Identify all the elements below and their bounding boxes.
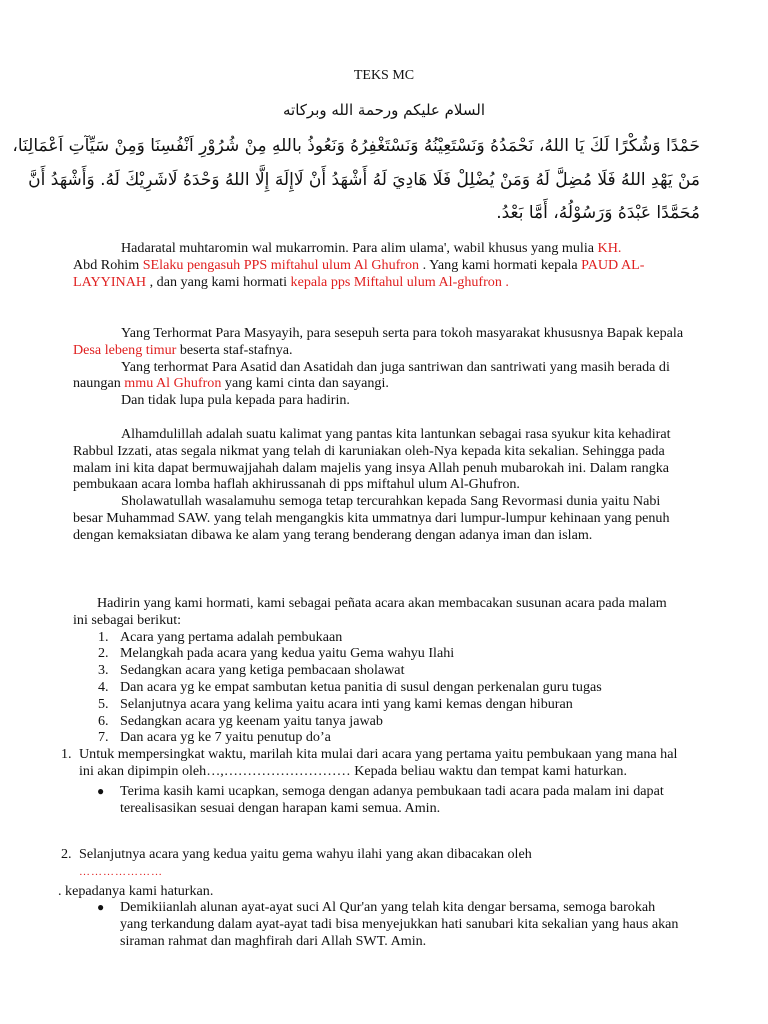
section-1-bullet-text: Terima kasih kami ucapkan, semoga dengan adanya pembukaan tadi acara pada malam ini dapat terealisasikan sesuai dengan harapan kami semua. Amin. xyxy=(120,782,664,816)
respect-section xyxy=(73,325,685,409)
salam-greeting: السلام عليكم ورحمة الله وبركاته xyxy=(283,101,485,119)
section-2-after: . kepadanya kami haturkan. xyxy=(58,882,214,899)
pengasuh-text: SElaku pengasuh PPS miftahul ulum Al Ghufron xyxy=(142,256,420,273)
p3-text-a: Yang terhormat Para Asatid dan Asatidah dan juga santriwan dan santriwati yang masih berada di naungan xyxy=(73,358,670,392)
p1-text-d: , dan yang kami hormati xyxy=(146,273,291,290)
bullet-icon: ● xyxy=(97,900,105,915)
kh-title: KH. xyxy=(597,240,622,256)
section-1-bullet xyxy=(73,783,685,817)
section-1 xyxy=(61,746,685,780)
section-2-head xyxy=(61,846,685,881)
p3-text-b: yang kami cinta dan sayangi. xyxy=(221,375,389,392)
section-1-number: 1. xyxy=(61,746,72,763)
desa-name: Desa lebeng timur xyxy=(73,341,177,358)
section-2-number: 2. xyxy=(61,846,72,862)
arabic-line-2: مَنْ يَهْدِ اللهُ فَلَا مُضِلَّ لَهُ وَمَنْ يُضْلِلْ فَلَا هَادِيَ لَهُ أَشْهَدُ أَنْ لَاإِلَهَ إِلَّا اللهُ وَحْدَهُ لَاشَرِيْكَ لَهُ. وَأَشْهَدُ أَنَّ xyxy=(28,170,700,190)
p1-text-b: Abd Rohim xyxy=(73,256,143,273)
section-2-text: Selanjutnya acara yang kedua yaitu gema wahyu ilahi yang akan dibacakan oleh xyxy=(79,846,532,862)
document-title: TEKS MC xyxy=(353,68,415,83)
agenda-item: 1. Acara yang pertama adalah pembukaan xyxy=(98,628,343,645)
section-2 xyxy=(58,846,685,950)
bullet-icon: ● xyxy=(97,783,105,798)
p4-text: Dan tidak lupa pula kepada para hadirin. xyxy=(121,392,350,409)
kepala-pps-text: kepala pps Miftahul ulum Al-ghufron xyxy=(290,273,502,290)
agenda-item: 2. Melangkah pada acara yang kedua yaitu Gema wahyu Ilahi xyxy=(98,645,455,662)
arabic-line-3: مُحَمَّدًا عَبْدَهُ وَرَسُوْلُهُ، أَمَّا بَعْدُ. xyxy=(496,203,700,223)
arabic-line-1: حَمْدًا وَشُكْرًا لَكَ يَا اللهُ، نَحْمَدُهُ وَنَسْتَعِيْنُهُ وَنَسْتَغْفِرُهُ وَنَعُوذُ باللهِ مِنْ شُرُوْرِ اَنْفُسِنَا وَمِنْ سَيِّآتِ اَعْمَالِنَا، xyxy=(12,136,700,156)
agenda-list xyxy=(73,629,685,747)
p6-text: Sholawatullah wasalamuhu semoga tetap tercurahkan kepada Sang Revormasi dunia yaitu Nabi besar Muhammad SAW. yang telah mengangkis kita ummatnya dari lumpur-lumpur kehinaan yang penuh dengan kemaksiatan dibawa ke alam yang terang benderang dengan adanya iman dan islam. xyxy=(73,493,670,543)
section-1-text: Untuk mempersingkat waktu, marilah kita mulai dari acara yang pertama yaitu pembukaan yang mana hal ini akan dipimpin oleh…,……………………… Kepada beliau waktu dan tempat kami haturkan. xyxy=(79,746,678,779)
section-2-bullet-text: Demikiianlah alunan ayat-ayat suci Al Qur'an yang telah kita dengar bersama, semoga barokah yang terkandung dalam ayat-ayat tadi bisa menyejukkan hati sanubari kita sekalian yang haus akan siraman rahmat dan maghfirah dari Allah SWT. Amin. xyxy=(120,899,679,949)
agenda-item: 3. Sedangkan acara yang ketiga pembacaan sholawat xyxy=(98,662,405,679)
agenda-item: 5. Selanjutnya acara yang kelima yaitu acara inti yang kami kemas dengan hiburan xyxy=(98,695,573,712)
opening-paragraph xyxy=(73,240,685,290)
section-2-dots: ………………… xyxy=(79,865,163,878)
agenda-item: 4. Dan acara yg ke empat sambutan ketua panitia di susul dengan perkenalan guru tugas xyxy=(98,678,602,695)
p7-text: Hadirin yang kami hormati, kami sebagai peñata acara akan membacakan susunan acara pada malam ini sebagai berikut: xyxy=(73,595,667,628)
p1-text-c: . Yang kami hormati kepala xyxy=(419,256,582,273)
praise-section xyxy=(73,426,685,544)
p1-text-e: . xyxy=(501,273,509,290)
p1-text-a: Hadaratal muhtaromin wal mukarromin. Para alim ulama', wabil khusus yang mulia xyxy=(121,240,598,256)
p5-text: Alhamdulillah adalah suatu kalimat yang pantas kita lantunkan sebagai rasa syukur kita kehadirat Rabbul Izzati, atas segala nikmat yang telah di karuniakan oleh-Nya kepada kita sekalian. Sehingga pada malam ini kita dapat bermuwajjahah dalam majelis yang insya Allah penuh mubarokah ini. Dalam rangka pembukaan acara lomba haflah akhirussanah di pps miftahul ulum Al-Ghufron. xyxy=(73,426,671,493)
agenda-item: 6. Sedangkan acara yg keenam yaitu tanya jawab xyxy=(98,712,383,729)
agenda-item: 7. Dan acara yg ke 7 yaitu penutup do’a xyxy=(98,729,331,746)
agenda-section xyxy=(61,595,685,816)
section-2-bullet xyxy=(73,899,685,949)
p2-text-a: Yang Terhormat Para Masyayih, para sesepuh serta para tokoh masyarakat khususnya Bapak kepala xyxy=(121,325,684,341)
p2-text-b: beserta staf-stafnya. xyxy=(176,341,293,358)
mmu-name: mmu Al Ghufron xyxy=(124,375,222,392)
paud-name: PAUD AL-LAYYINAH xyxy=(73,256,645,290)
